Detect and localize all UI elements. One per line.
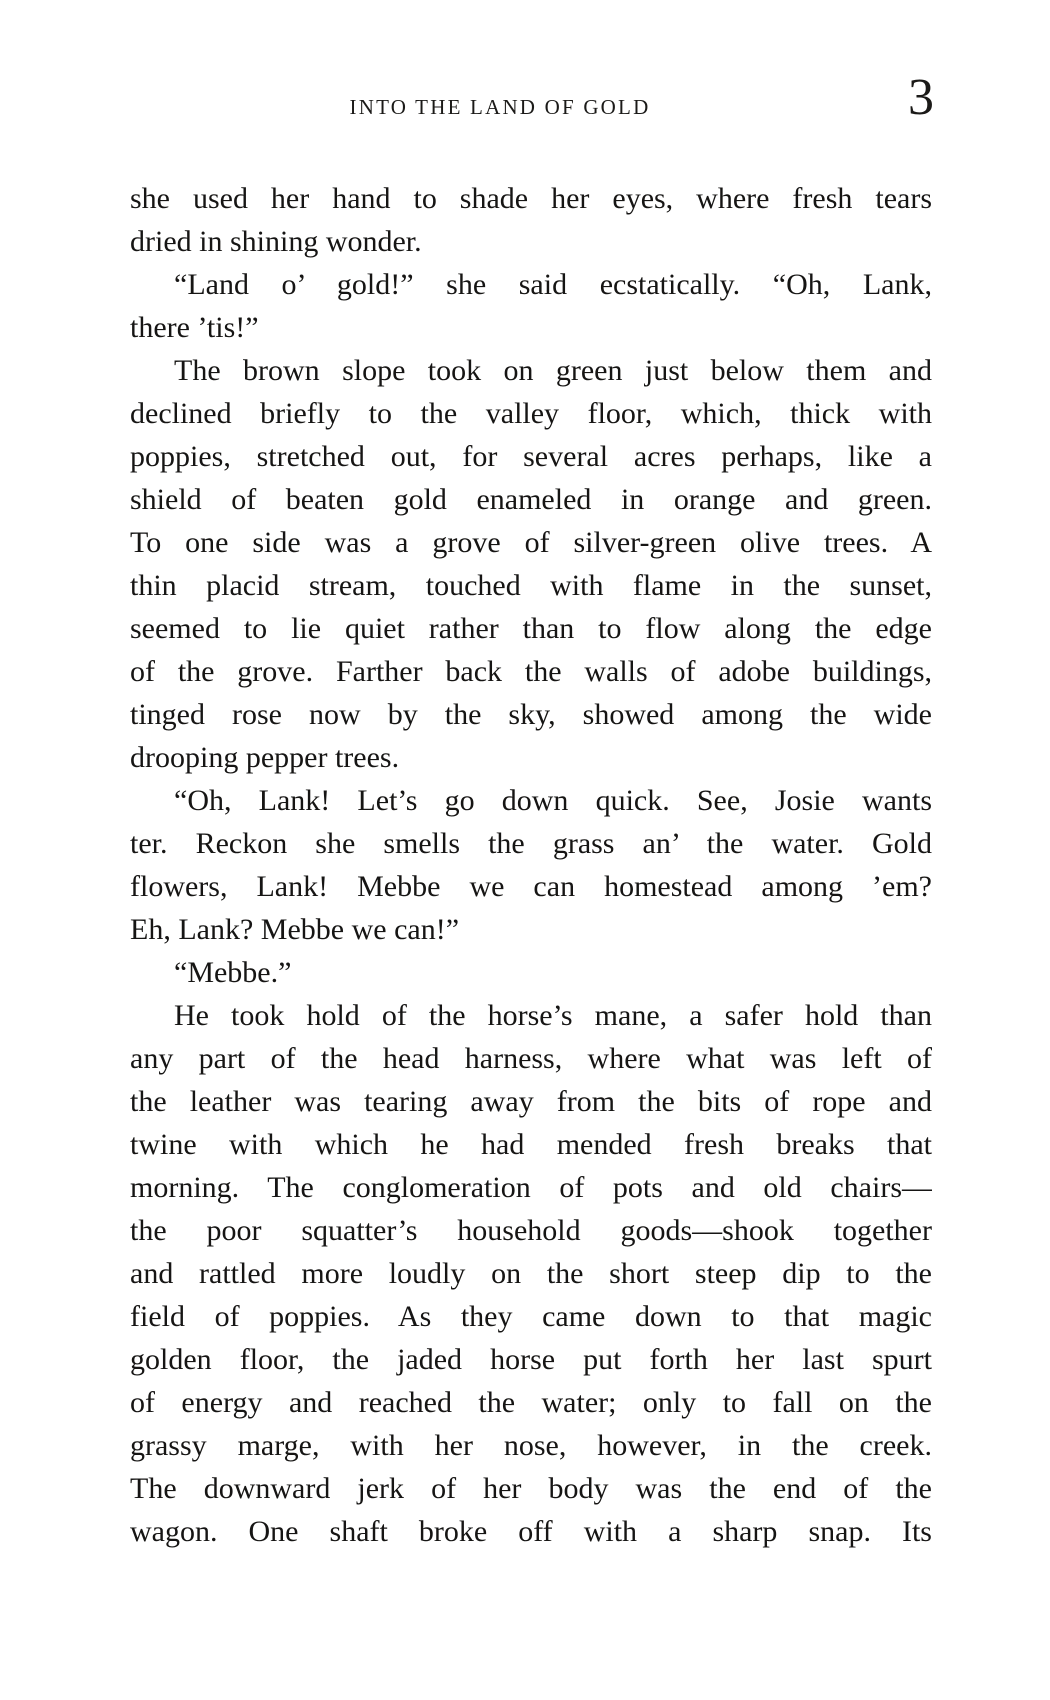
paragraph (130, 177, 932, 263)
text-line: the leather was tearing away from the bits of rope and (130, 1085, 932, 1118)
paragraph (130, 951, 932, 994)
text-line: poppies, stretched out, for several acres perhaps, like a (130, 440, 932, 473)
text-line: seemed to lie quiet rather than to flow along the edge (130, 612, 932, 645)
text-line: The downward jerk of her body was the end of the (130, 1472, 932, 1505)
text-line: golden floor, the jaded horse put forth her last spurt (130, 1343, 932, 1376)
paragraph (130, 779, 932, 951)
text-line: the poor squatter’s household goods—shook together (130, 1214, 932, 1247)
text-line: thin placid stream, touched with flame in the sunset, (130, 569, 932, 602)
paragraph (130, 994, 932, 1553)
text-line: she used her hand to shade her eyes, where fresh tears (130, 182, 932, 215)
running-header-title: INTO THE LAND OF GOLD (349, 95, 651, 119)
text-line: there ’tis!” (130, 311, 259, 344)
text-line: any part of the head harness, where what was left of (130, 1042, 932, 1075)
text-line: of energy and reached the water; only to fall on the (130, 1386, 932, 1419)
text-line: To one side was a grove of silver-green olive trees. A (130, 526, 932, 559)
page-body (130, 177, 932, 1553)
text-line: shield of beaten gold enameled in orange and green. (130, 483, 932, 516)
text-line: “Mebbe.” (174, 956, 292, 989)
text-line: twine with which he had mended fresh breaks that (130, 1128, 932, 1161)
text-line: “Land o’ gold!” she said ecstatically. “Oh, Lank, (174, 268, 932, 301)
text-line: drooping pepper trees. (130, 741, 400, 774)
paragraph (130, 263, 932, 349)
text-line: wagon. One shaft broke off with a sharp snap. Its (130, 1515, 932, 1548)
text-line: morning. The conglomeration of pots and old chairs— (130, 1171, 932, 1204)
text-line: of the grove. Farther back the walls of adobe buildings, (130, 655, 932, 688)
text-line: field of poppies. As they came down to that magic (130, 1300, 932, 1333)
paragraph (130, 349, 932, 779)
text-line: “Oh, Lank! Let’s go down quick. See, Josie wants (174, 784, 932, 817)
text-line: He took hold of the horse’s mane, a safer hold than (174, 999, 932, 1032)
text-line: declined briefly to the valley floor, which, thick with (130, 397, 932, 430)
text-line: ter. Reckon she smells the grass an’ the water. Gold (130, 827, 932, 860)
text-line: tinged rose now by the sky, showed among the wide (130, 698, 932, 731)
text-line: dried in shining wonder. (130, 225, 422, 258)
page-number: 3 (908, 69, 934, 126)
text-line: and rattled more loudly on the short steep dip to the (130, 1257, 932, 1290)
text-line: grassy marge, with her nose, however, in the creek. (130, 1429, 932, 1462)
text-line: The brown slope took on green just below them and (174, 354, 932, 387)
text-line: flowers, Lank! Mebbe we can homestead among ’em? (130, 870, 932, 903)
text-line: Eh, Lank? Mebbe we can!” (130, 913, 460, 946)
